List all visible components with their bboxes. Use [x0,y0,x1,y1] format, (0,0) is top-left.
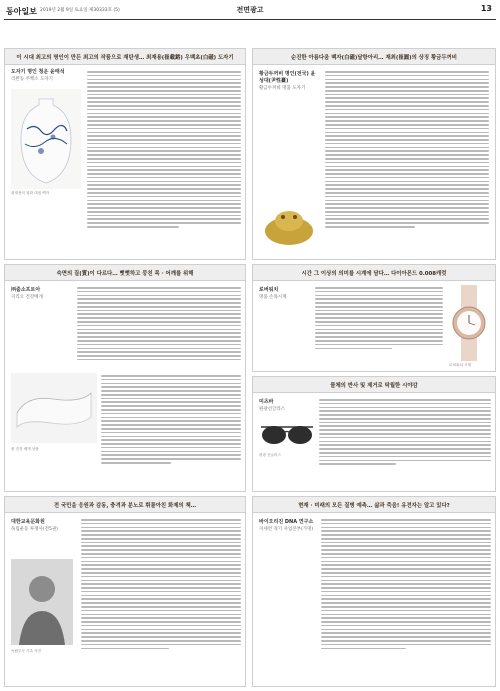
ad-lead-name: 미츠바 [259,399,274,405]
sunglasses-image [259,421,315,449]
ad-lead-name: 대한교육문화원 [11,519,45,525]
ad-lead-sub: 지세련 경기 사업본부(가명) [259,527,314,532]
ad-title-bar [253,49,495,65]
ad-title: 숙면의 질(質)이 다르다… 뻣뻣하고 뭉친 목 · 어깨를 위해 [56,270,194,277]
ad-lead-name: 황금두꺼비 명인(전국) 윤성대(尹性臺) [259,71,316,84]
ad-lead [11,287,73,301]
golden-toad-image [261,199,317,249]
ad-lead-name: 로버워치 [259,287,279,293]
ad-lead [11,519,77,533]
pillow-image [11,373,97,443]
ad-body [319,399,491,489]
section-title: 전면광고 [236,6,264,14]
ad-title: 순진한 아름다움 백자(白磁)달항아리… 재최(崔圓)의 상징 황금두꺼비 [291,54,457,61]
ad-lead-sub: 편광선글라스 [259,407,286,412]
ad-lead-sub: 지리오 건강베개 [11,295,43,300]
header-rule [4,19,496,20]
ad-lead-name: 도자기 명인 청운 윤태석 [11,69,65,75]
page-number: 13 [480,4,492,13]
portrait-image [11,559,73,645]
ad-pillow [4,264,246,492]
ad-lead-name: ㈜줌소프트아 [11,287,41,293]
ad-lead-sub: 리완동 주백소 도자기 [11,77,53,82]
ad-caption: 최재용의 청화 대접 백자 [11,191,50,195]
ad-lead [11,69,81,83]
ad-title-bar [5,497,245,513]
ad-title: 물체의 반사 및 제거로 탁월한 시야감 [330,382,418,389]
ad-golden-toad [252,48,496,260]
ad-lead [259,399,315,413]
ad-body-2 [101,375,241,489]
porcelain-vase-image [11,89,81,189]
ad-title: 시간 그 이상의 의미를 시계에 담다… 다이아몬드 0.008캐럿 [301,270,447,277]
ad-lead-sub: 황금두꺼비 명품 도자기 [259,86,306,91]
ad-lead [259,287,315,301]
ad-title: 현재 · 미래의 모든 질병 예측… 삶과 죽음! 유전자는 알고 있다? [298,502,450,509]
ad-title-bar [253,377,495,393]
ad-body [81,519,241,684]
ad-title: 전 국민을 응원과 감동, 충격과 분노로 휘몰아친 화제의 책… [53,502,197,509]
ad-title-bar [5,49,245,65]
ad-watch [252,264,496,372]
ad-title-bar [253,265,495,281]
ad-book [4,496,246,687]
ad-sunglasses [252,376,496,492]
ad-dna [252,496,496,687]
ad-body [77,287,241,371]
ad-caption: 독립투사 기록 사진 [11,649,42,653]
newspaper-logo: 동아일보 [6,7,37,16]
ad-title-bar [253,497,495,513]
ad-porcelain [4,48,246,260]
ad-body [87,71,241,257]
issue-date: 2019년 2월 9일 토요일 제30333호 (5) [40,8,120,13]
ad-body [315,287,443,367]
ad-body [321,519,491,684]
ad-caption: 줌 건강 베개 상품 [11,447,39,451]
ad-lead [259,519,317,533]
ad-title: 이 시대 최고의 명인이 만든 최고의 작품으로 재탄생… 최재용(崔載鎔) 우백초(白磁) 도자기 [16,54,234,61]
ad-caption: 편광 선글라스 [259,453,281,457]
ad-lead-sub: 명품 손목시계 [259,295,287,300]
ad-caption: 로버워치 시계 [449,363,471,367]
ad-title-bar [5,265,245,281]
page-header [0,0,500,20]
ad-lead-sub: 독립운동 투쟁사(전5권) [11,527,58,532]
watch-image [447,285,491,361]
ad-lead [259,71,319,92]
ad-lead-name: 바이오리진 DNA 연구소 [259,519,314,525]
ad-body [325,71,489,257]
